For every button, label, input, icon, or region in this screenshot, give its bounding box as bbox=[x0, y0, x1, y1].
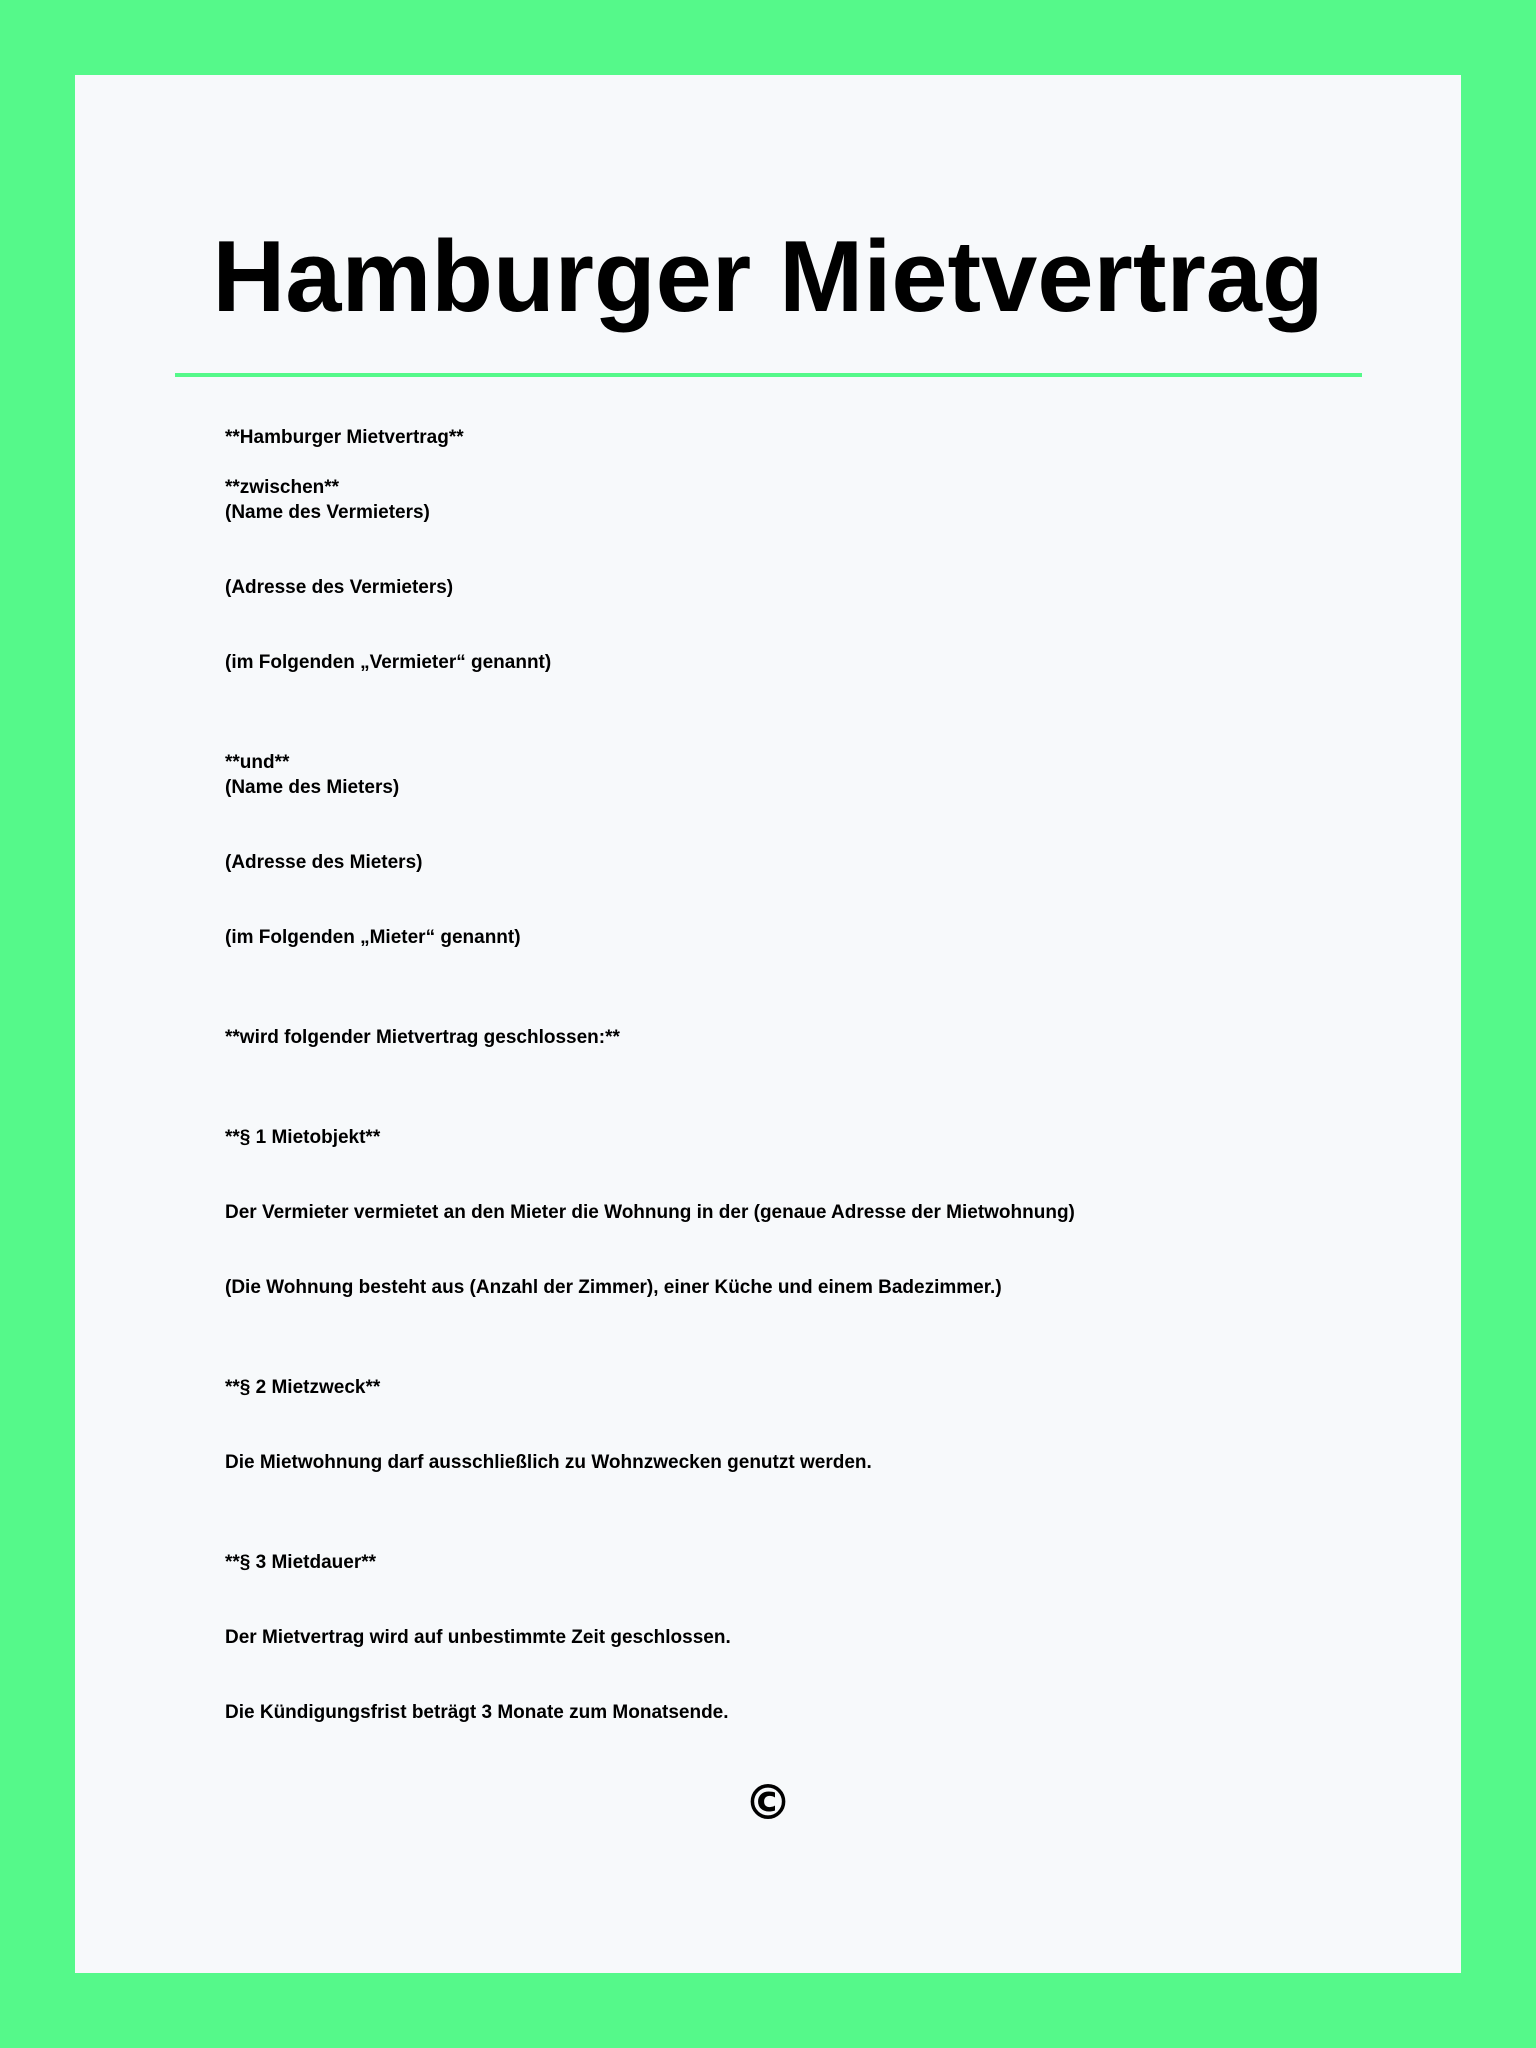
section-1-heading: **§ 1 Mietobjekt** bbox=[225, 1127, 381, 1148]
section-3-term-text: Der Mietvertrag wird auf unbestimmte Zeit geschlossen. bbox=[225, 1627, 731, 1648]
document-title: Hamburger Mietvertrag bbox=[212, 221, 1324, 333]
section-1-text: Der Vermieter vermietet an den Mieter die Wohnung in der (genaue Adresse der Mietwohnung) bbox=[225, 1202, 1075, 1223]
tenant-designation: (im Folgenden „Mieter“ genannt) bbox=[225, 927, 521, 948]
section-2-text: Die Mietwohnung darf ausschließlich zu Wohnzwecken genutzt werden. bbox=[225, 1452, 872, 1473]
title-divider bbox=[175, 373, 1362, 377]
section-3-notice-text: Die Kündigungsfrist beträgt 3 Monate zum Monatsende. bbox=[225, 1702, 729, 1723]
landlord-designation: (im Folgenden „Vermieter“ genannt) bbox=[225, 652, 552, 673]
landlord-name-placeholder: (Name des Vermieters) bbox=[225, 502, 430, 523]
between-label: **zwischen** bbox=[225, 477, 340, 498]
tenant-address-placeholder: (Adresse des Mieters) bbox=[225, 852, 423, 873]
contract-heading: **Hamburger Mietvertrag** bbox=[225, 427, 464, 448]
contract-concluded-statement: **wird folgender Mietvertrag geschlossen:** bbox=[225, 1027, 620, 1048]
section-2-heading: **§ 2 Mietzweck** bbox=[225, 1377, 381, 1398]
tenant-name-placeholder: (Name des Mieters) bbox=[225, 777, 400, 798]
and-label: **und** bbox=[225, 752, 290, 773]
section-3-heading: **§ 3 Mietdauer** bbox=[225, 1552, 377, 1573]
document-page bbox=[75, 75, 1461, 1973]
section-1-rooms-text: (Die Wohnung besteht aus (Anzahl der Zimmer), einer Küche und einem Badezimmer.) bbox=[225, 1277, 1002, 1298]
landlord-address-placeholder: (Adresse des Vermieters) bbox=[225, 577, 454, 598]
copyright-icon: © bbox=[744, 1775, 792, 1831]
